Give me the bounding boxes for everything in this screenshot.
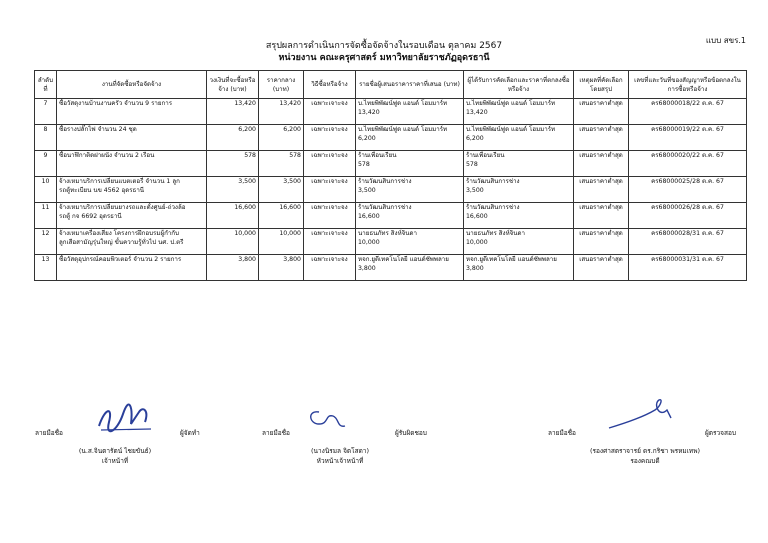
cell-bidder-name: ร้านเพื่อนเรียน xyxy=(358,152,397,159)
cell-contract: คร68000018/22 ต.ค. 67 xyxy=(629,99,747,125)
cell-item-line1: จ้างเหมาบริการเปลี่ยนแบตเตอรี่ จำนวน 1 ลูก xyxy=(59,178,180,185)
cell-bid-price: 578 xyxy=(358,161,370,168)
cell-reason: เสนอราคาต่ำสุด xyxy=(574,99,629,125)
cell-bid-price: 10,000 xyxy=(358,239,380,246)
middle-role-label: ผู้รับผิดชอบ xyxy=(395,429,427,437)
procurement-table xyxy=(34,70,747,281)
table-row xyxy=(35,151,747,177)
right-signer-name: (รองศาสตราจารย์ ดร.กริชา พรหมเทพ) xyxy=(589,447,701,455)
col-header-no: ลำดับที่ xyxy=(35,71,57,99)
cell-reason: เสนอราคาต่ำสุด xyxy=(574,177,629,203)
cell-item-line2: รถตู้ กจ 6692 อุดรธานี xyxy=(59,213,122,220)
document-subtitle: หน่วยงาน คณะครุศาสตร์ มหาวิทยาลัยราชภัฏอุดรธานี xyxy=(278,53,490,63)
cell-bidder xyxy=(356,151,464,177)
cell-bidder xyxy=(356,177,464,203)
cell-reason: เสนอราคาต่ำสุด xyxy=(574,203,629,229)
left-signature xyxy=(95,402,155,436)
cell-item xyxy=(57,229,207,255)
cell-method: เฉพาะเจาะจง xyxy=(304,203,356,229)
cell-contract: คร68000031/31 ต.ค. 67 xyxy=(629,255,747,281)
cell-winner xyxy=(464,203,574,229)
signature-section xyxy=(0,396,768,476)
cell-bidder xyxy=(356,203,464,229)
cell-reason: เสนอราคาต่ำสุด xyxy=(574,125,629,151)
col-header-bidders: รายชื่อผู้เสนอราคาราคาที่เสนอ (บาท) xyxy=(356,71,464,99)
cell-win-price: 6,200 xyxy=(466,135,484,142)
cell-bidder-name: ร้านวัฒนสินการช่าง xyxy=(358,204,412,211)
cell-winner xyxy=(464,151,574,177)
cell-no: 8 xyxy=(35,125,57,151)
cell-bid-price: 13,420 xyxy=(358,109,380,116)
cell-bidder xyxy=(356,99,464,125)
col-header-budget: วงเงินที่จะซื้อหรือจ้าง (บาท) xyxy=(207,71,259,99)
cell-item xyxy=(57,125,207,151)
cell-no: 12 xyxy=(35,229,57,255)
cell-winner xyxy=(464,177,574,203)
cell-method: เฉพาะเจาะจง xyxy=(304,125,356,151)
left-signer-name: (น.ส.จินตารัตน์ ไชยขันธ์) xyxy=(78,447,152,455)
cell-median: 6,200 xyxy=(259,125,304,151)
cell-method: เฉพาะเจาะจง xyxy=(304,99,356,125)
cell-bid-price: 3,800 xyxy=(358,265,376,272)
table-row xyxy=(35,99,747,125)
table-row xyxy=(35,229,747,255)
cell-win-price: 16,600 xyxy=(466,213,488,220)
cell-contract: คร68000020/22 ต.ค. 67 xyxy=(629,151,747,177)
cell-win-price: 3,500 xyxy=(466,187,484,194)
cell-item-line1: ซื้อวัสดุงานบ้านงานครัว จำนวน 9 รายการ xyxy=(59,100,173,107)
cell-item-line1: ซื้อรางปลั๊กไฟ จำนวน 24 ชุด xyxy=(59,126,137,133)
cell-bidder xyxy=(356,125,464,151)
middle-signature xyxy=(303,406,349,434)
cell-no: 13 xyxy=(35,255,57,281)
table-row xyxy=(35,125,747,151)
cell-method: เฉพาะเจาะจง xyxy=(304,255,356,281)
form-code: แบบ สขร.1 xyxy=(705,36,746,45)
middle-sign-label: ลายมือชื่อ xyxy=(262,429,290,437)
table-row xyxy=(35,177,747,203)
left-signer-position: เจ้าหน้าที่ xyxy=(101,457,129,465)
right-role-label: ผู้ตรวจสอบ xyxy=(705,429,736,437)
cell-bidder xyxy=(356,229,464,255)
cell-contract: คร68000019/22 ต.ค. 67 xyxy=(629,125,747,151)
cell-median: 3,800 xyxy=(259,255,304,281)
cell-winner-name: บ.ไทยพิพัฒน์ฟูด แอนด์ โฮมมาร์ท xyxy=(466,100,556,107)
cell-no: 10 xyxy=(35,177,57,203)
cell-winner-name: หจก.ยูดีเทคโนโลยี แอนด์ซัพพลาย xyxy=(466,256,557,263)
cell-winner-name: ร้านวัฒนสินการช่าง xyxy=(466,178,520,185)
cell-reason: เสนอราคาต่ำสุด xyxy=(574,255,629,281)
cell-bidder-name: หจก.ยูดีเทคโนโลยี แอนด์ซัพพลาย xyxy=(358,256,449,263)
cell-median: 578 xyxy=(259,151,304,177)
cell-median: 3,500 xyxy=(259,177,304,203)
col-header-contract: เลขที่และวันที่ของสัญญาหรือข้อตกลงในการซื้อหรือจ้าง xyxy=(629,71,747,99)
cell-bidder xyxy=(356,255,464,281)
cell-winner xyxy=(464,229,574,255)
right-sign-label: ลายมือชื่อ xyxy=(548,429,576,437)
cell-budget: 6,200 xyxy=(207,125,259,151)
cell-median: 13,420 xyxy=(259,99,304,125)
cell-item-line2: รถตู้ทะเบียน นข 4562 อุดรธานี xyxy=(59,187,145,194)
cell-budget: 3,800 xyxy=(207,255,259,281)
cell-bid-price: 3,500 xyxy=(358,187,376,194)
table-header-row xyxy=(35,71,747,99)
cell-bidder-name: บ.ไทยพิพัฒน์ฟูด แอนด์ โฮมมาร์ท xyxy=(358,126,448,133)
cell-no: 11 xyxy=(35,203,57,229)
table-body xyxy=(35,99,747,281)
left-role-label: ผู้จัดทำ xyxy=(180,429,200,437)
cell-budget: 578 xyxy=(207,151,259,177)
col-header-method: วิธีซื้อหรือจ้าง xyxy=(304,71,356,99)
document-header xyxy=(0,40,768,64)
cell-item xyxy=(57,255,207,281)
cell-item-line1: ซื้อวัสดุอุปกรณ์คอมพิวเตอร์ จำนวน 2 รายการ xyxy=(59,256,182,263)
cell-winner-name: นายธนภัทร สิงห์จินดา xyxy=(466,230,526,237)
cell-no: 7 xyxy=(35,99,57,125)
cell-no: 9 xyxy=(35,151,57,177)
cell-method: เฉพาะเจาะจง xyxy=(304,177,356,203)
col-header-reason: เหตุผลที่คัดเลือกโดยสรุป xyxy=(574,71,629,99)
cell-bidder-name: ร้านวัฒนสินการช่าง xyxy=(358,178,412,185)
cell-item xyxy=(57,151,207,177)
cell-winner xyxy=(464,255,574,281)
cell-budget: 10,000 xyxy=(207,229,259,255)
table-row xyxy=(35,203,747,229)
cell-item-line1: จ้างเหมาบริการเปลี่ยนยางรถและตั้งศูนย์-ถ่วงล้อ xyxy=(59,204,186,211)
table-row xyxy=(35,255,747,281)
right-signer-position: รองคณบดี xyxy=(630,457,660,465)
document-title: สรุปผลการดำเนินการจัดซื้อจัดจ้างในรอบเดือน ตุลาคม 2567 xyxy=(265,41,503,51)
left-sign-label: ลายมือชื่อ xyxy=(35,429,63,437)
cell-budget: 16,600 xyxy=(207,203,259,229)
cell-item xyxy=(57,177,207,203)
cell-bid-price: 16,600 xyxy=(358,213,380,220)
cell-budget: 13,420 xyxy=(207,99,259,125)
cell-contract: คร68000026/28 ต.ค. 67 xyxy=(629,203,747,229)
middle-signer-name: (นางนิรมล จิตโสดา) xyxy=(311,447,369,455)
cell-winner-name: ร้านเพื่อนเรียน xyxy=(466,152,505,159)
cell-bidder-name: บ.ไทยพิพัฒน์ฟูด แอนด์ โฮมมาร์ท xyxy=(358,100,448,107)
cell-median: 10,000 xyxy=(259,229,304,255)
cell-win-price: 10,000 xyxy=(466,239,488,246)
cell-contract: คร68000025/28 ต.ค. 67 xyxy=(629,177,747,203)
cell-item-line2: ลูกเสือสามัญรุ่นใหญ่ ขั้นความรู้ทั่วไป นศ. ป.ตรี xyxy=(59,239,184,246)
cell-item xyxy=(57,99,207,125)
cell-item xyxy=(57,203,207,229)
cell-method: เฉพาะเจาะจง xyxy=(304,151,356,177)
col-header-winner: ผู้ได้รับการคัดเลือกและราคาที่ตกลงซื้อหรือจ้าง xyxy=(464,71,574,99)
cell-median: 16,600 xyxy=(259,203,304,229)
cell-winner-name: ร้านวัฒนสินการช่าง xyxy=(466,204,520,211)
cell-budget: 3,500 xyxy=(207,177,259,203)
right-signature xyxy=(605,396,685,432)
cell-contract: คร68000028/31 ต.ค. 67 xyxy=(629,229,747,255)
cell-win-price: 3,800 xyxy=(466,265,484,272)
cell-item-line1: จ้างเหมาเครื่องเสียง โครงการฝึกอบรมผู้กำกับ xyxy=(59,230,179,237)
cell-reason: เสนอราคาต่ำสุด xyxy=(574,151,629,177)
col-header-median: ราคากลาง (บาท) xyxy=(259,71,304,99)
cell-winner-name: บ.ไทยพิพัฒน์ฟูด แอนด์ โฮมมาร์ท xyxy=(466,126,556,133)
cell-winner xyxy=(464,125,574,151)
cell-win-price: 578 xyxy=(466,161,478,168)
middle-signer-position: หัวหน้าเจ้าหน้าที่ xyxy=(316,457,364,465)
col-header-item: งานที่จัดซื้อหรือจัดจ้าง xyxy=(57,71,207,99)
cell-winner xyxy=(464,99,574,125)
cell-method: เฉพาะเจาะจง xyxy=(304,229,356,255)
cell-bid-price: 6,200 xyxy=(358,135,376,142)
cell-win-price: 13,420 xyxy=(466,109,488,116)
cell-reason: เสนอราคาต่ำสุด xyxy=(574,229,629,255)
cell-bidder-name: นายธนภัทร สิงห์จินดา xyxy=(358,230,418,237)
cell-item-line1: ซื้อนาฬิกาติดฝาผนัง จำนวน 2 เรือน xyxy=(59,152,155,159)
